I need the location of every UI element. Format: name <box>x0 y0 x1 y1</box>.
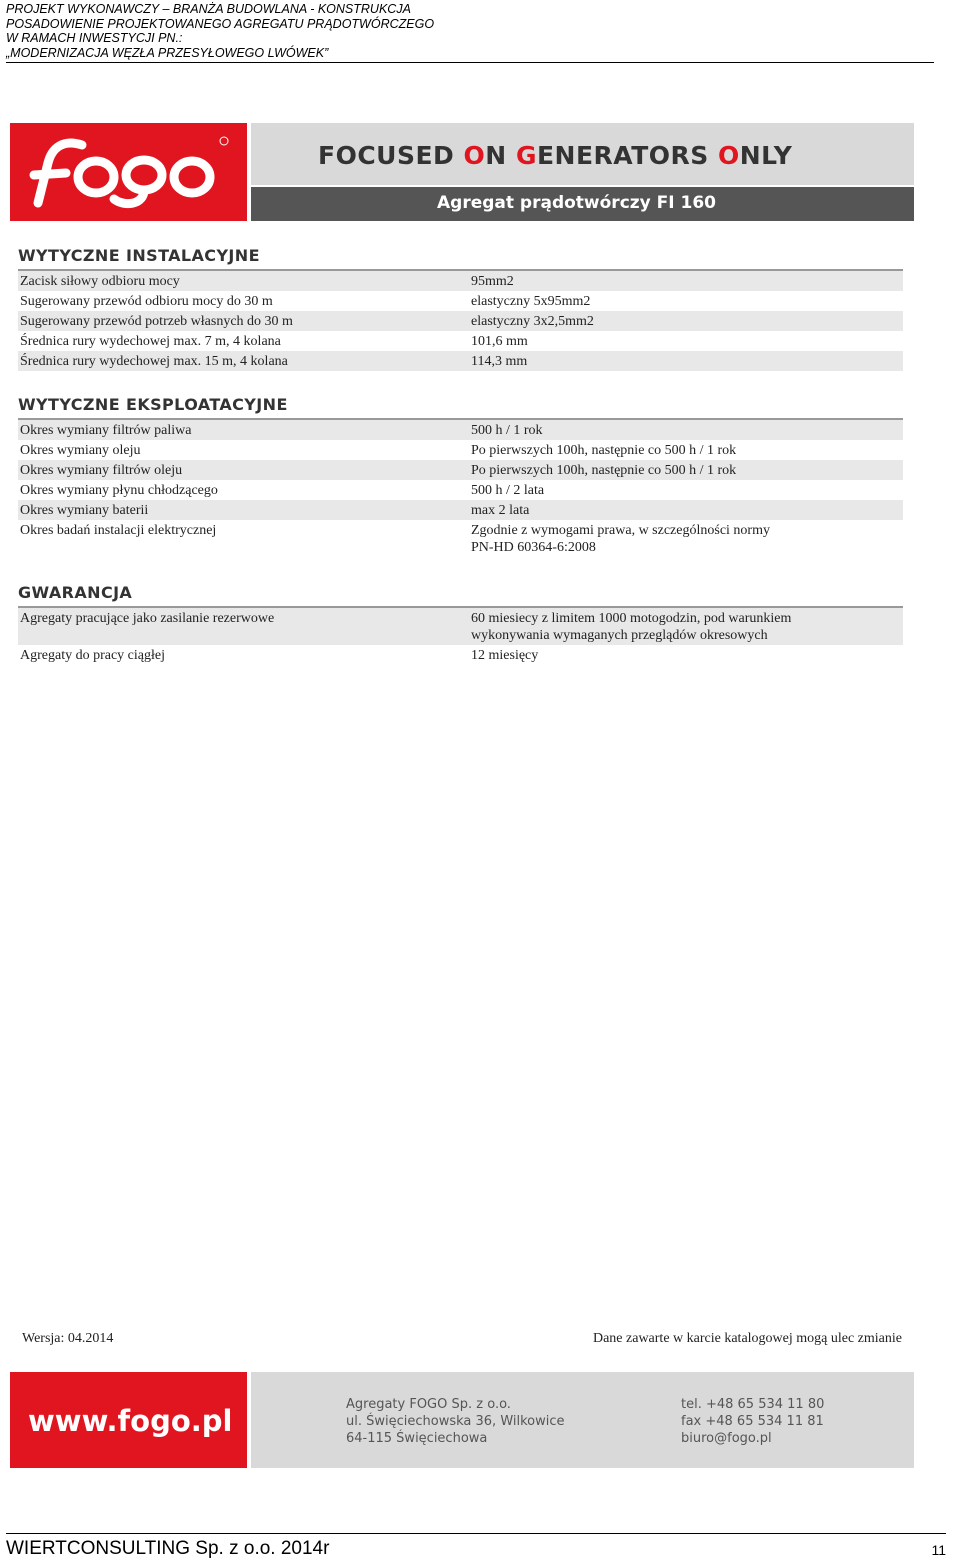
header-line-2: POSADOWIENIE PROJEKTOWANEGO AGREGATU PRĄDOTWÓRCZEGO <box>6 16 435 31</box>
document-header <box>6 2 934 63</box>
section-title: GWARANCJA <box>18 583 903 608</box>
version-label: Wersja: 04.2014 <box>22 1331 114 1346</box>
table-row: Agregaty pracujące jako zasilanie rezerwowe 60 miesiecy z limitem 1000 motogodzin, pod warunkiem wykonywania wymaganych przeglądów okresowych <box>18 608 903 645</box>
table-row: Okres badań instalacji elektrycznej Zgodnie z wymogami prawa, w szczególności normy PN-HD 60364-6:2008 <box>20 523 770 555</box>
company-contact: tel. +48 65 534 11 80 fax +48 65 534 11 81 biuro@fogo.pl <box>681 1397 825 1446</box>
contact-box <box>251 1372 914 1468</box>
footer-company: WIERTCONSULTING Sp. z o.o. 2014r <box>6 1538 330 1559</box>
table-row: Sugerowany przewód potrzeb własnych do 30 m elastyczny 3x2,5mm2 <box>18 311 903 331</box>
page-footer <box>6 1533 946 1559</box>
page-number: 11 <box>931 1542 946 1558</box>
fogo-logo-icon <box>24 133 234 211</box>
table-row: Okres wymiany płynu chłodzącego 500 h / 2 lata <box>20 483 545 498</box>
table-row: Średnica rury wydechowej max. 7 m, 4 kolana 101,6 mm <box>20 334 528 349</box>
warranty-section <box>18 583 903 665</box>
table-row: Średnica rury wydechowej max. 15 m, 4 kolana 114,3 mm <box>18 351 903 371</box>
table-row: Zacisk siłowy odbioru mocy 95mm2 <box>18 271 903 291</box>
slogan: FOCUSED ON GENERATORS ONLY <box>318 141 793 170</box>
table-row: Agregaty do pracy ciągłej 12 miesięcy <box>20 648 539 663</box>
contact-banner <box>10 1372 914 1468</box>
table-row: Sugerowany przewód odbioru mocy do 30 m elastyczny 5x95mm2 <box>20 294 591 309</box>
installation-section <box>18 246 903 371</box>
header-line-4: „MODERNIZACJA WĘZŁA PRZESYŁOWEGO LWÓWEK” <box>6 45 329 60</box>
table-row: Okres wymiany filtrów oleju Po pierwszych 100h, następnie co 500 h / 1 rok <box>18 460 903 480</box>
table-row: Okres wymiany filtrów paliwa 500 h / 1 rok <box>18 420 903 440</box>
website-link: www.fogo.pl <box>28 1404 233 1438</box>
table-row: Okres wymiany oleju Po pierwszych 100h, następnie co 500 h / 1 rok <box>20 443 737 458</box>
company-address: Agregaty FOGO Sp. z o.o. ul. Święciechowska 36, Wilkowice 64-115 Święciechowa <box>346 1397 565 1446</box>
product-bar <box>251 187 914 221</box>
slogan-bar <box>251 123 914 185</box>
table-row: Okres wymiany baterii max 2 lata <box>18 500 903 520</box>
website-box <box>10 1372 247 1468</box>
product-title: Agregat prądotwórczy FI 160 <box>437 193 717 213</box>
product-banner <box>10 123 914 221</box>
operation-section <box>18 395 903 557</box>
header-line-1: PROJEKT WYKONAWCZY – BRANŻA BUDOWLANA - KONSTRUKCJA <box>6 2 411 16</box>
section-title: WYTYCZNE EKSPLOATACYJNE <box>18 395 903 420</box>
section-title: WYTYCZNE INSTALACYJNE <box>18 246 903 271</box>
header-line-3: W RAMACH INWESTYCJI PN.: <box>6 31 183 45</box>
fogo-logo <box>10 123 247 221</box>
disclaimer: Dane zawarte w karcie katalogowej mogą ulec zmianie <box>592 1331 902 1346</box>
